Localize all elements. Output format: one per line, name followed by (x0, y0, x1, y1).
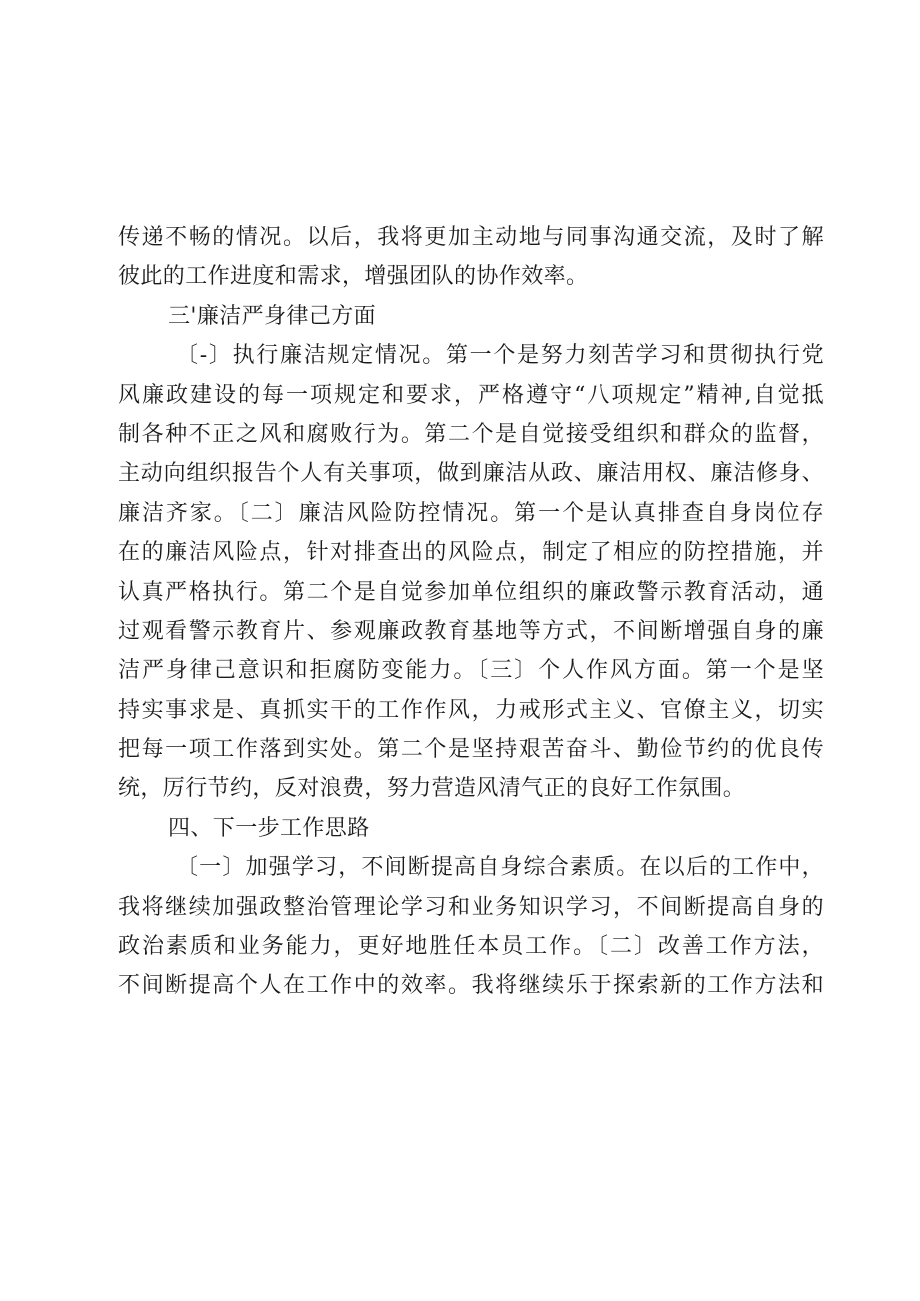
body-line: 持实事求是、真抓实干的工作作风，力戒形式主义、官僚主义，切实 (118, 697, 824, 723)
body-line: 在的廉洁风险点，针对排查出的风险点，制定了相应的防控措施，并 (118, 540, 824, 566)
body-line: 把每一项工作落到实处。第二个是坚持艰苦奋斗、勤俭节约的优良传 (118, 737, 824, 763)
section-heading: 四、下一步工作思路 (168, 815, 370, 841)
body-line: 政治素质和业务能力，更好地胜任本员工作。〔二〕改善工作方法， (118, 934, 824, 960)
body-line: 制各种不正之风和腐败行为。第二个是自觉接受组织和群众的监督， (118, 421, 824, 447)
body-line: 过观看警示教育片、参观廉政教育基地等方式，不间断增强自身的廉 (118, 618, 824, 644)
document-body (118, 218, 824, 1006)
body-line: 我将继续加强政整治管理论学习和业务知识学习，不间断提高自身的 (118, 894, 824, 920)
paragraph-start-line: 〔一〕加强学习，不间断提高自身综合素质。在以后的工作中， (176, 855, 824, 881)
body-line: 认真严格执行。第二个是自觉参加单位组织的廉政警示教育活动，通 (118, 579, 824, 605)
paragraph-start-line: 〔-〕执行廉洁规定情况。第一个是努力刻苦学习和贯彻执行党 (176, 343, 824, 369)
body-line: 传递不畅的情况。以后，我将更加主动地与同事沟通交流，及时了解 (118, 225, 824, 250)
body-line: 主动向组织报告个人有关事项，做到廉洁从政、廉洁用权、廉洁修身、 (118, 461, 824, 487)
body-line: 风廉政建设的每一项规定和要求，严格遵守“八项规定”精神,自觉抵 (118, 382, 824, 408)
body-line: 廉洁齐家。〔二〕廉洁风险防控情况。第一个是认真排查自身岗位存 (118, 500, 824, 526)
body-line: 洁严身律己意识和拒腐防变能力。〔三〕个人作风方面。第一个是坚 (118, 658, 824, 684)
body-line: 彼此的工作进度和需求，增强团队的协作效率。 (118, 264, 589, 290)
body-line: 统，厉行节约，反对浪费，努力营造风清气正的良好工作氛围。 (118, 776, 746, 802)
section-heading: 三'廉洁严身律己方面 (168, 303, 377, 329)
body-line: 不间断提高个人在工作中的效率。我将继续乐于探索新的工作方法和 (118, 973, 824, 999)
